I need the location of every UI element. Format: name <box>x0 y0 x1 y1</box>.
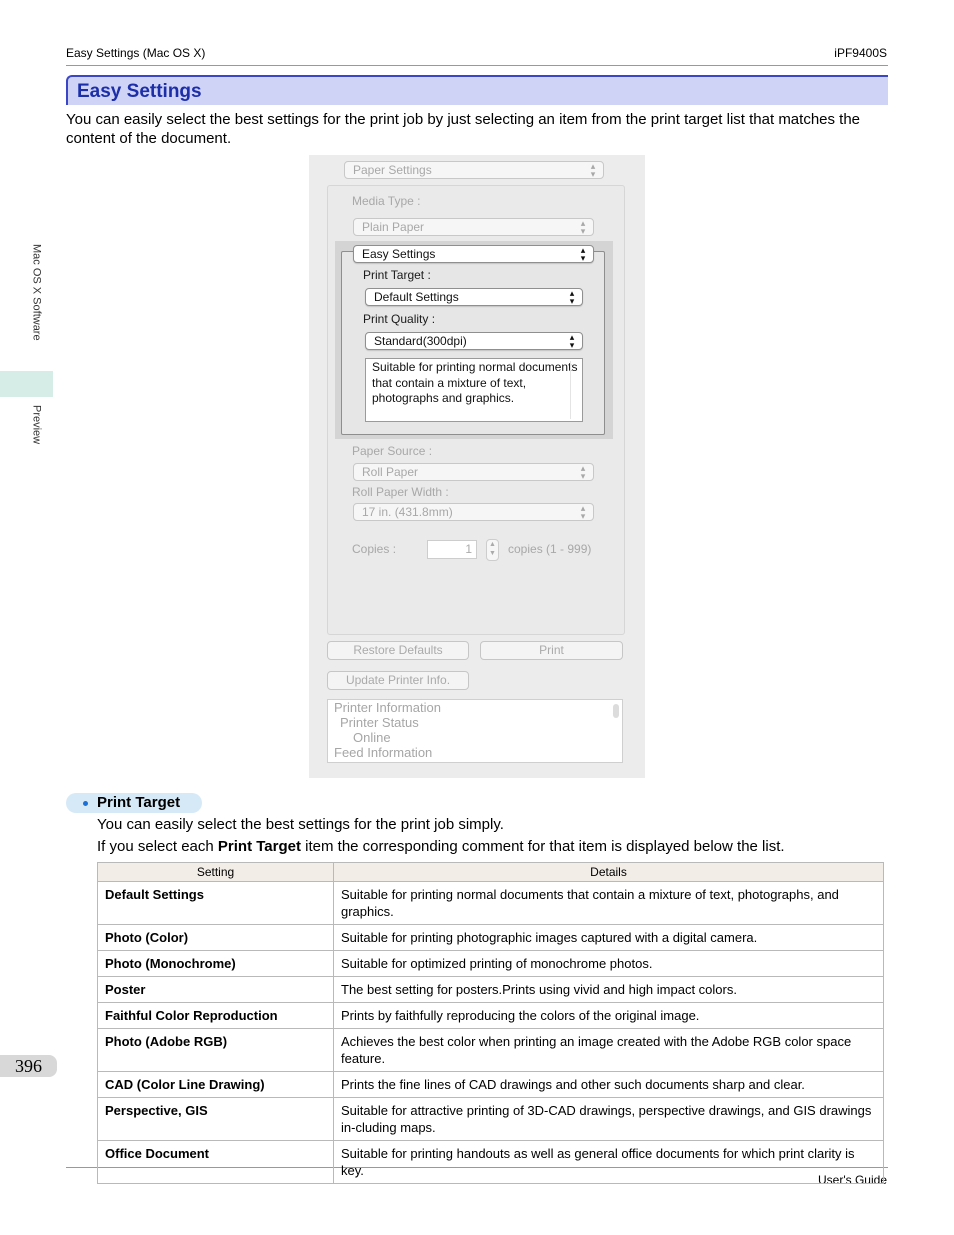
section-title: Easy Settings <box>77 81 202 102</box>
update-printer-info-button[interactable]: Update Printer Info. <box>327 671 469 690</box>
side-tab-mac-os-x-software: Mac OS X Software <box>30 244 43 341</box>
print-dialog-screenshot <box>309 155 645 778</box>
mode-popup-value: Easy Settings <box>362 247 436 261</box>
chevron-updown-icon: ▴ ▾ <box>580 463 586 481</box>
para2-post: item the corresponding comment for that item is displayed below the list. <box>300 838 785 855</box>
print-target-label: Print Target : <box>363 268 431 282</box>
panel-popup-value: Paper Settings <box>353 163 432 177</box>
roll-width-popup[interactable] <box>353 503 594 521</box>
table-row <box>98 1029 884 1072</box>
info-line: Printer Information <box>334 700 441 715</box>
chevron-updown-icon: ▴ ▾ <box>569 332 575 350</box>
print-quality-popup[interactable] <box>365 332 583 350</box>
roll-width-label: Roll Paper Width : <box>352 485 449 499</box>
table-row <box>98 1072 884 1098</box>
chevron-updown-icon: ▴ ▾ <box>569 288 575 306</box>
side-tab-preview: Preview <box>30 405 43 445</box>
info-scrollbar[interactable] <box>613 704 619 718</box>
printer-info-list <box>327 699 623 763</box>
print-target-paragraph-2 <box>97 838 785 855</box>
setting-cell: Photo (Adobe RGB) <box>98 1029 334 1072</box>
footer-right-text: User's Guide <box>818 1173 887 1187</box>
table-row <box>98 1141 884 1184</box>
copies-range-text: copies (1 - 999) <box>508 542 592 556</box>
setting-cell: Perspective, GIS <box>98 1098 334 1141</box>
setting-cell: Photo (Monochrome) <box>98 951 334 977</box>
media-type-value: Plain Paper <box>362 220 425 234</box>
header-right-text: iPF9400S <box>834 46 887 60</box>
info-line: Feed Information <box>334 745 433 760</box>
intro-paragraph: You can easily select the best settings for the print job by just selecting an item from the print target list that matches the content of the document. <box>66 111 861 147</box>
bullet-icon <box>83 801 88 806</box>
chevron-updown-icon: ▴ ▾ <box>580 503 586 521</box>
copies-stepper[interactable]: ▲ ▼ <box>486 539 499 561</box>
table-row <box>98 1098 884 1141</box>
paper-source-popup[interactable] <box>353 463 594 481</box>
media-type-label: Media Type : <box>352 194 421 208</box>
details-cell: Suitable for printing photographic images captured with a digital camera. <box>334 925 884 951</box>
print-target-table <box>97 862 884 1184</box>
print-target-popup[interactable] <box>365 288 583 306</box>
table-row <box>98 1003 884 1029</box>
details-cell: Suitable for optimized printing of monochrome photos. <box>334 951 884 977</box>
copies-input[interactable]: 1 <box>427 540 477 559</box>
para2-pre: If you select each <box>97 838 218 855</box>
setting-cell: Photo (Color) <box>98 925 334 951</box>
description-text: Suitable for printing normal documents that contain a mixture of text, photographs and graphics. <box>372 360 578 405</box>
details-cell: Suitable for printing handouts as well as general office documents for which print clarity is key. <box>334 1141 884 1184</box>
print-quality-value: Standard(300dpi) <box>374 334 467 348</box>
details-cell: Prints by faithfully reproducing the colors of the original image. <box>334 1003 884 1029</box>
chevron-updown-icon: ▴ ▾ <box>580 245 586 263</box>
setting-cell: Office Document <box>98 1141 334 1184</box>
description-scrollbar[interactable] <box>570 361 579 419</box>
para2-bold: Print Target <box>217 838 301 855</box>
restore-defaults-button[interactable]: Restore Defaults <box>327 641 469 660</box>
chevron-updown-icon: ▴ ▾ <box>580 218 586 236</box>
table-row <box>98 882 884 925</box>
print-target-heading <box>66 793 202 813</box>
page-number: 396 <box>0 1055 57 1077</box>
print-target-heading-label: Print Target <box>97 794 181 811</box>
table-row <box>98 951 884 977</box>
print-target-value: Default Settings <box>374 290 459 304</box>
chevron-updown-icon: ▴ ▾ <box>590 161 596 179</box>
table-header-details: Details <box>334 863 884 882</box>
table-header-setting: Setting <box>98 863 334 882</box>
info-line: Online <box>353 730 391 745</box>
media-type-popup[interactable] <box>353 218 594 236</box>
table-row <box>98 977 884 1003</box>
print-target-paragraph-1: You can easily select the best settings for the print job simply. <box>97 816 504 833</box>
setting-cell: Faithful Color Reproduction <box>98 1003 334 1029</box>
description-box <box>365 358 583 422</box>
setting-cell: Poster <box>98 977 334 1003</box>
table-header-row <box>98 863 884 882</box>
details-cell: Achieves the best color when printing an image created with the Adobe RGB color space feature. <box>334 1029 884 1072</box>
paper-source-label: Paper Source : <box>352 444 433 458</box>
paper-source-value: Roll Paper <box>362 465 419 479</box>
setting-cell: CAD (Color Line Drawing) <box>98 1072 334 1098</box>
info-line: Printer Status <box>340 715 419 730</box>
details-cell: Suitable for attractive printing of 3D-CAD drawings, perspective drawings, and GIS drawings in-cluding maps. <box>334 1098 884 1141</box>
mode-popup[interactable] <box>353 245 594 263</box>
header-rule <box>66 65 888 66</box>
details-cell: Prints the fine lines of CAD drawings and other such documents sharp and clear. <box>334 1072 884 1098</box>
details-cell: The best setting for posters.Prints using vivid and high impact colors. <box>334 977 884 1003</box>
details-cell: Suitable for printing normal documents that contain a mixture of text, photographs, and graphics. <box>334 882 884 925</box>
side-tab-highlight <box>0 371 53 397</box>
header-left-text: Easy Settings (Mac OS X) <box>66 46 206 60</box>
print-quality-label: Print Quality : <box>363 312 436 326</box>
panel-popup[interactable] <box>344 161 604 179</box>
table-row <box>98 925 884 951</box>
copies-label: Copies : <box>352 542 397 556</box>
print-button[interactable]: Print <box>480 641 623 660</box>
setting-cell: Default Settings <box>98 882 334 925</box>
section-title-bar <box>66 75 888 105</box>
roll-width-value: 17 in. (431.8mm) <box>362 505 453 519</box>
